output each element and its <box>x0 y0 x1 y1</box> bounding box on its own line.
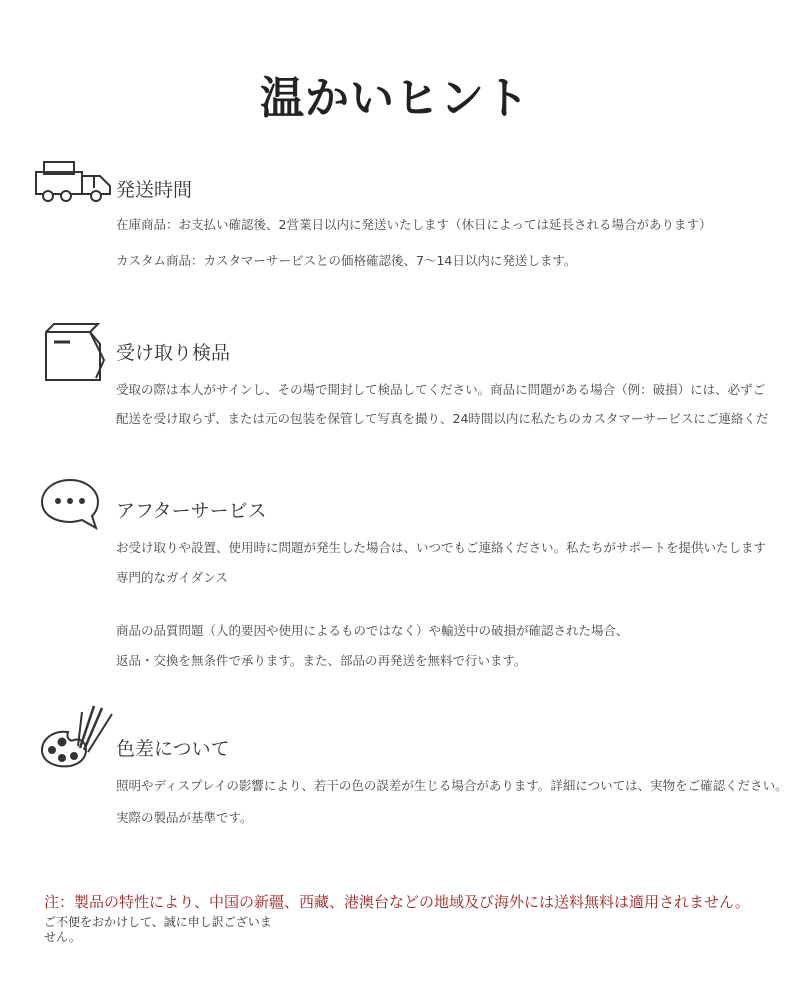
section-heading-color: 色差について <box>116 738 230 760</box>
shipping-line-1: 在庫商品：お支払い確認後、2営業日以内に発送いたします（休日によっては延長される場合があります） <box>116 217 712 232</box>
inspection-line-1: 受取の際は本人がサインし、その場で開封して検品してください。商品に問題がある場合（例：破損）には、必ずご <box>116 382 766 397</box>
section-heading-shipping: 発送時間 <box>116 179 193 201</box>
page-title: 温かいヒント <box>260 73 530 124</box>
section-heading-after-service: アフターサービス <box>116 500 267 522</box>
shipping-note: 注：製品の特性により、中国の新疆、西藏、港澳台などの地域及び海外には送料無料は適用されません。 <box>44 893 750 911</box>
inspection-line-2: 配送を受け取らず、または元の包装を保管して写真を撮り、24時間以内に私たちのカスタマーサービスにご連絡くだ <box>116 411 769 426</box>
after-service-line-1: お受け取りや設置、使用時に問題が発生した場合は、いつでもご連絡ください。私たちがサポートを提供いたします <box>116 540 767 555</box>
after-service-line-3: 商品の品質問題（人的要因や使用によるものではなく）や輸送中の破損が確認された場合、 <box>116 623 629 638</box>
apology-note: ご不便をおかけして、誠に申し訳ございません。 <box>44 915 272 944</box>
paint-palette-icon <box>40 702 116 772</box>
after-service-line-4: 返品・交換を無条件で承ります。また、部品の再発送を無料で行います。 <box>116 653 527 668</box>
chat-bubble-icon <box>40 478 102 532</box>
color-line-1: 照明やディスプレイの影響により、若干の色の誤差が生じる場合があります。詳細については、実物をご確認ください。 <box>116 778 788 793</box>
truck-icon <box>34 158 116 204</box>
box-icon <box>40 322 106 384</box>
color-line-2: 実際の製品が基準です。 <box>116 810 253 825</box>
shipping-line-2: カスタム商品：カスタマーサービスとの価格確認後、7〜14日以内に発送します。 <box>116 253 577 268</box>
after-service-line-2: 専門的なガイダンス <box>116 570 228 585</box>
section-heading-inspection: 受け取り検品 <box>116 342 231 364</box>
